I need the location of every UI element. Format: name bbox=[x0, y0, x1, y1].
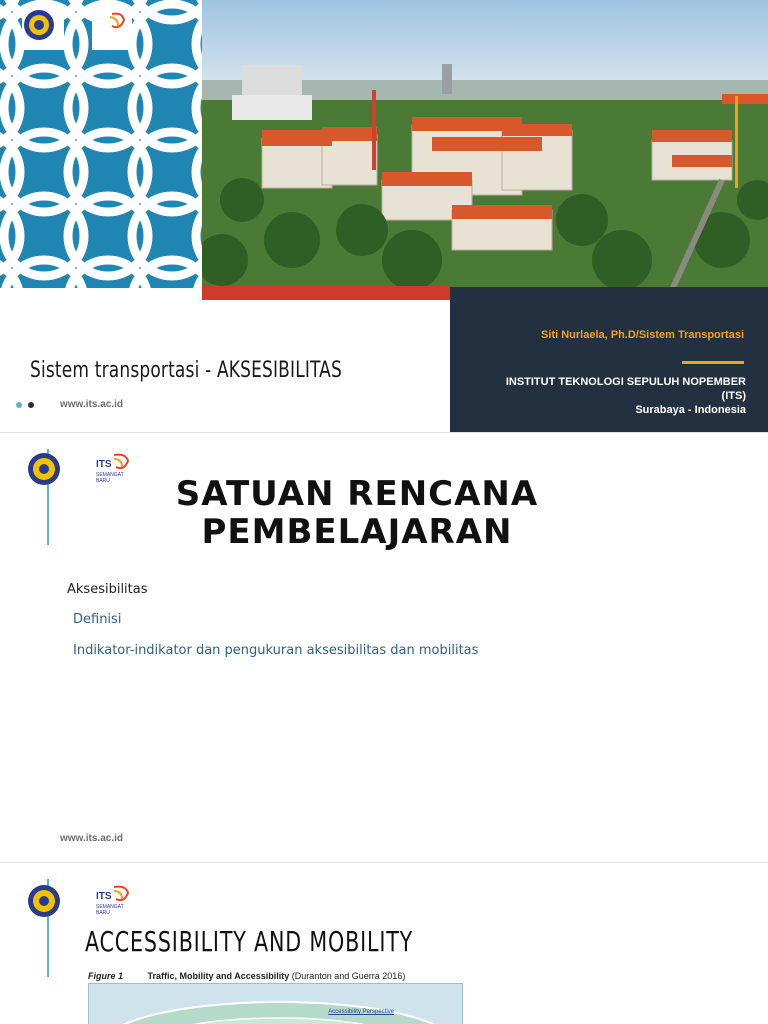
lesson-plan-slide bbox=[0, 432, 768, 862]
website-url: www.its.ac.id bbox=[60, 399, 123, 410]
website-url: www.its.ac.id bbox=[60, 833, 123, 844]
institution-block bbox=[466, 375, 746, 417]
campus-aerial-photo bbox=[202, 0, 768, 300]
list-item: Definisi bbox=[73, 612, 122, 627]
svg-text:BARU: BARU bbox=[96, 478, 110, 483]
its-semangat-baru-logo bbox=[96, 881, 132, 915]
institution-location: Surabaya - Indonesia bbox=[635, 404, 746, 416]
svg-text:SEMANGAT: SEMANGAT bbox=[96, 472, 124, 478]
author-panel bbox=[450, 287, 768, 432]
accessibility-mobility-slide bbox=[0, 862, 768, 1024]
section-label: Aksesibilitas bbox=[67, 582, 148, 597]
figure-inner-label: Accessibility Perspective bbox=[328, 1009, 394, 1015]
its-emblem-logo bbox=[22, 8, 64, 50]
slide-title bbox=[0, 475, 714, 551]
svg-text:ITS: ITS bbox=[96, 459, 112, 470]
dot-icon bbox=[16, 402, 22, 408]
svg-text:SEMANGAT: SEMANGAT bbox=[96, 904, 124, 910]
its-emblem-logo bbox=[26, 883, 62, 919]
presentation-title: Sistem transportasi - AKSESIBILITAS bbox=[30, 358, 342, 383]
list-item: Indikator-indikator dan pengukuran aksesibilitas dan mobilitas bbox=[73, 643, 479, 658]
slide-title: ACCESSIBILITY AND MOBILITY bbox=[85, 925, 414, 958]
figure-title: Traffic, Mobility and Accessibility bbox=[147, 971, 290, 981]
dot-icon bbox=[28, 402, 34, 408]
its-semangat-baru-logo bbox=[92, 8, 132, 50]
figure-diagram bbox=[88, 983, 463, 1024]
title-slide bbox=[0, 0, 768, 432]
divider-line bbox=[682, 361, 744, 364]
author-name: Siti Nurlaela, Ph.D/Sistem Transportasi bbox=[541, 329, 744, 341]
figure-label: Figure 1 bbox=[88, 971, 124, 981]
figure-source: (Duranton and Guerra 2016) bbox=[291, 971, 406, 981]
svg-text:BARU: BARU bbox=[96, 910, 110, 915]
decorative-pattern bbox=[0, 0, 202, 288]
slide-title-line1: SATUAN RENCANA bbox=[175, 474, 539, 514]
institution-name: INSTITUT TEKNOLOGI SEPULUH NOPEMBER bbox=[505, 376, 746, 388]
accent-bar-red bbox=[202, 286, 450, 300]
institution-abbrev: (ITS) bbox=[721, 390, 746, 402]
slide-dots bbox=[16, 402, 34, 408]
svg-text:ITS: ITS bbox=[96, 891, 112, 902]
slide-title-line2: PEMBELAJARAN bbox=[201, 512, 513, 552]
figure-caption bbox=[88, 971, 405, 981]
